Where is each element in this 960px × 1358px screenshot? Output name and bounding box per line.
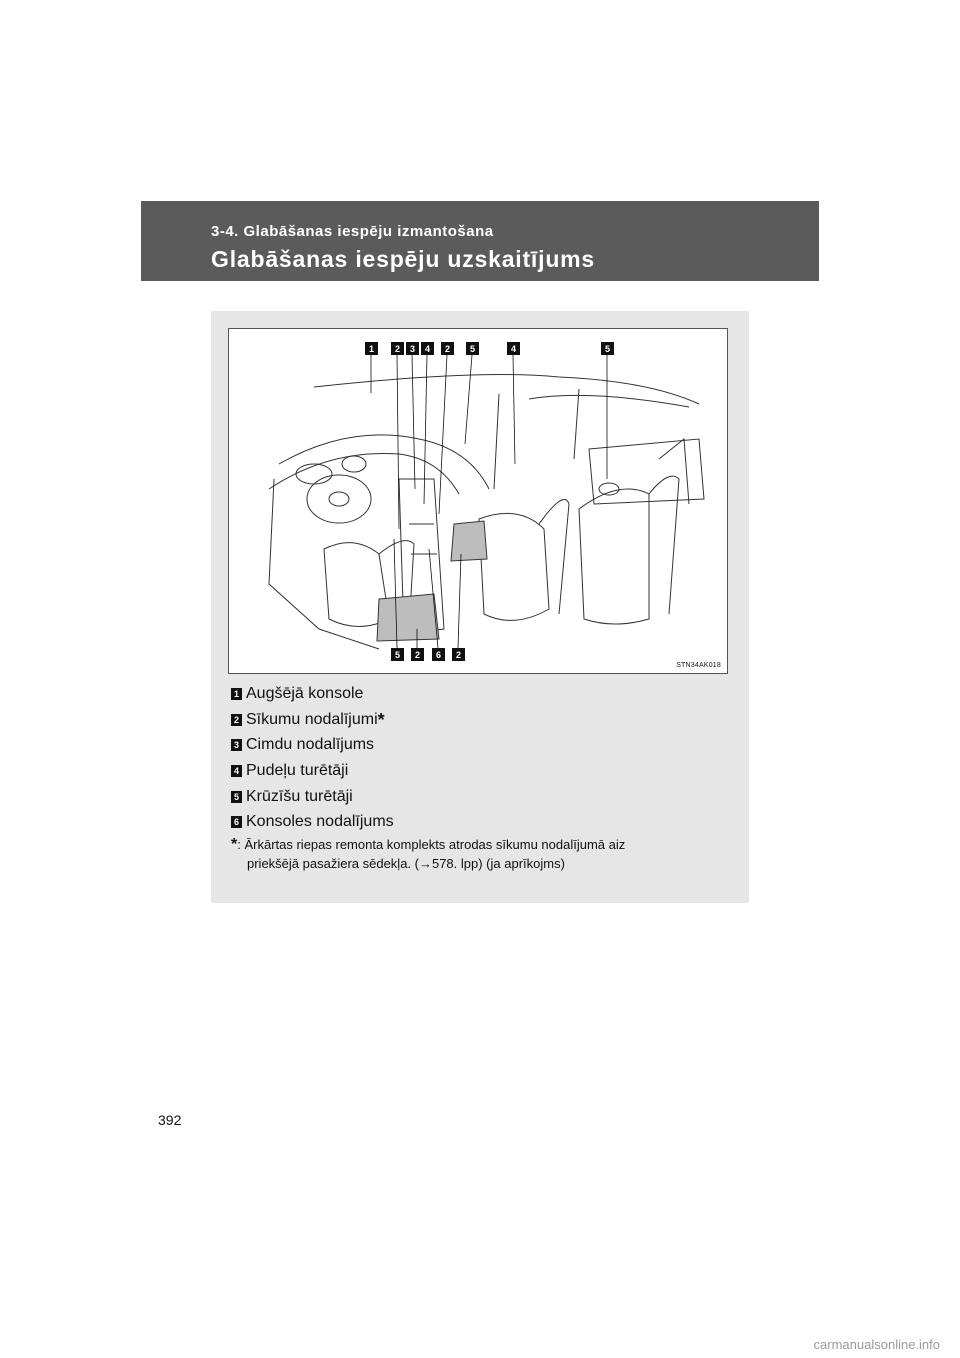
list-item [231, 758, 394, 784]
chapter-header [141, 201, 819, 281]
list-item [231, 809, 394, 835]
callout-6: 6 [435, 650, 442, 660]
callout-2b: 2 [444, 344, 451, 354]
callout-5: 5 [469, 344, 476, 354]
footnote-mark: * [231, 836, 238, 853]
item-label: Sīkumu nodalījumi [246, 710, 378, 728]
footnote-line-2: priekšējā pasažiera sēdekļa. (→578. lpp) (ja aprīkojms) [247, 856, 565, 871]
footnote-line-1: : Ārkārtas riepas remonta komplekts atrodas sīkumu nodalījumā aiz [237, 837, 626, 852]
callout-2c: 2 [414, 650, 421, 660]
item-label: Konsoles nodalījums [246, 813, 394, 831]
number-badge: 5 [231, 791, 242, 803]
item-label: Cimdu nodalījums [246, 736, 375, 754]
callout-2d: 2 [455, 650, 462, 660]
section-label: 3-4. Glabāšanas iespēju izmantošana [211, 223, 494, 240]
car-interior-drawing [229, 329, 729, 675]
content-panel [211, 311, 749, 903]
callout-4: 4 [424, 344, 431, 354]
number-badge: 2 [231, 714, 242, 726]
callout-5b: 5 [604, 344, 611, 354]
callout-3: 3 [409, 344, 416, 354]
list-item [231, 681, 394, 707]
list-item [231, 732, 394, 758]
item-label: Augšējā konsole [246, 684, 364, 702]
list-item: 2 Sīkumu nodalījumi * [231, 707, 394, 733]
number-badge: 3 [231, 739, 242, 751]
item-label: Krūzīšu turētāji [246, 787, 353, 805]
interior-illustration [228, 328, 728, 674]
figure-code: STN34AK018 [676, 662, 721, 669]
callout-1: 1 [368, 344, 375, 354]
callout-2: 2 [394, 344, 401, 354]
footnote [231, 835, 728, 873]
watermark: carmanualsonline.info [813, 1337, 940, 1352]
number-badge: 6 [231, 816, 242, 828]
callout-4b: 4 [510, 344, 517, 354]
page-title: Glabāšanas iespēju uzskaitījums [211, 246, 596, 272]
number-badge: 1 [231, 688, 242, 700]
callout-5c: 5 [394, 650, 401, 660]
item-label: Pudeļu turētāji [246, 761, 349, 779]
number-badge: 4 [231, 765, 242, 777]
storage-list [231, 681, 394, 835]
page-number: 392 [158, 1112, 182, 1128]
list-item [231, 784, 394, 810]
